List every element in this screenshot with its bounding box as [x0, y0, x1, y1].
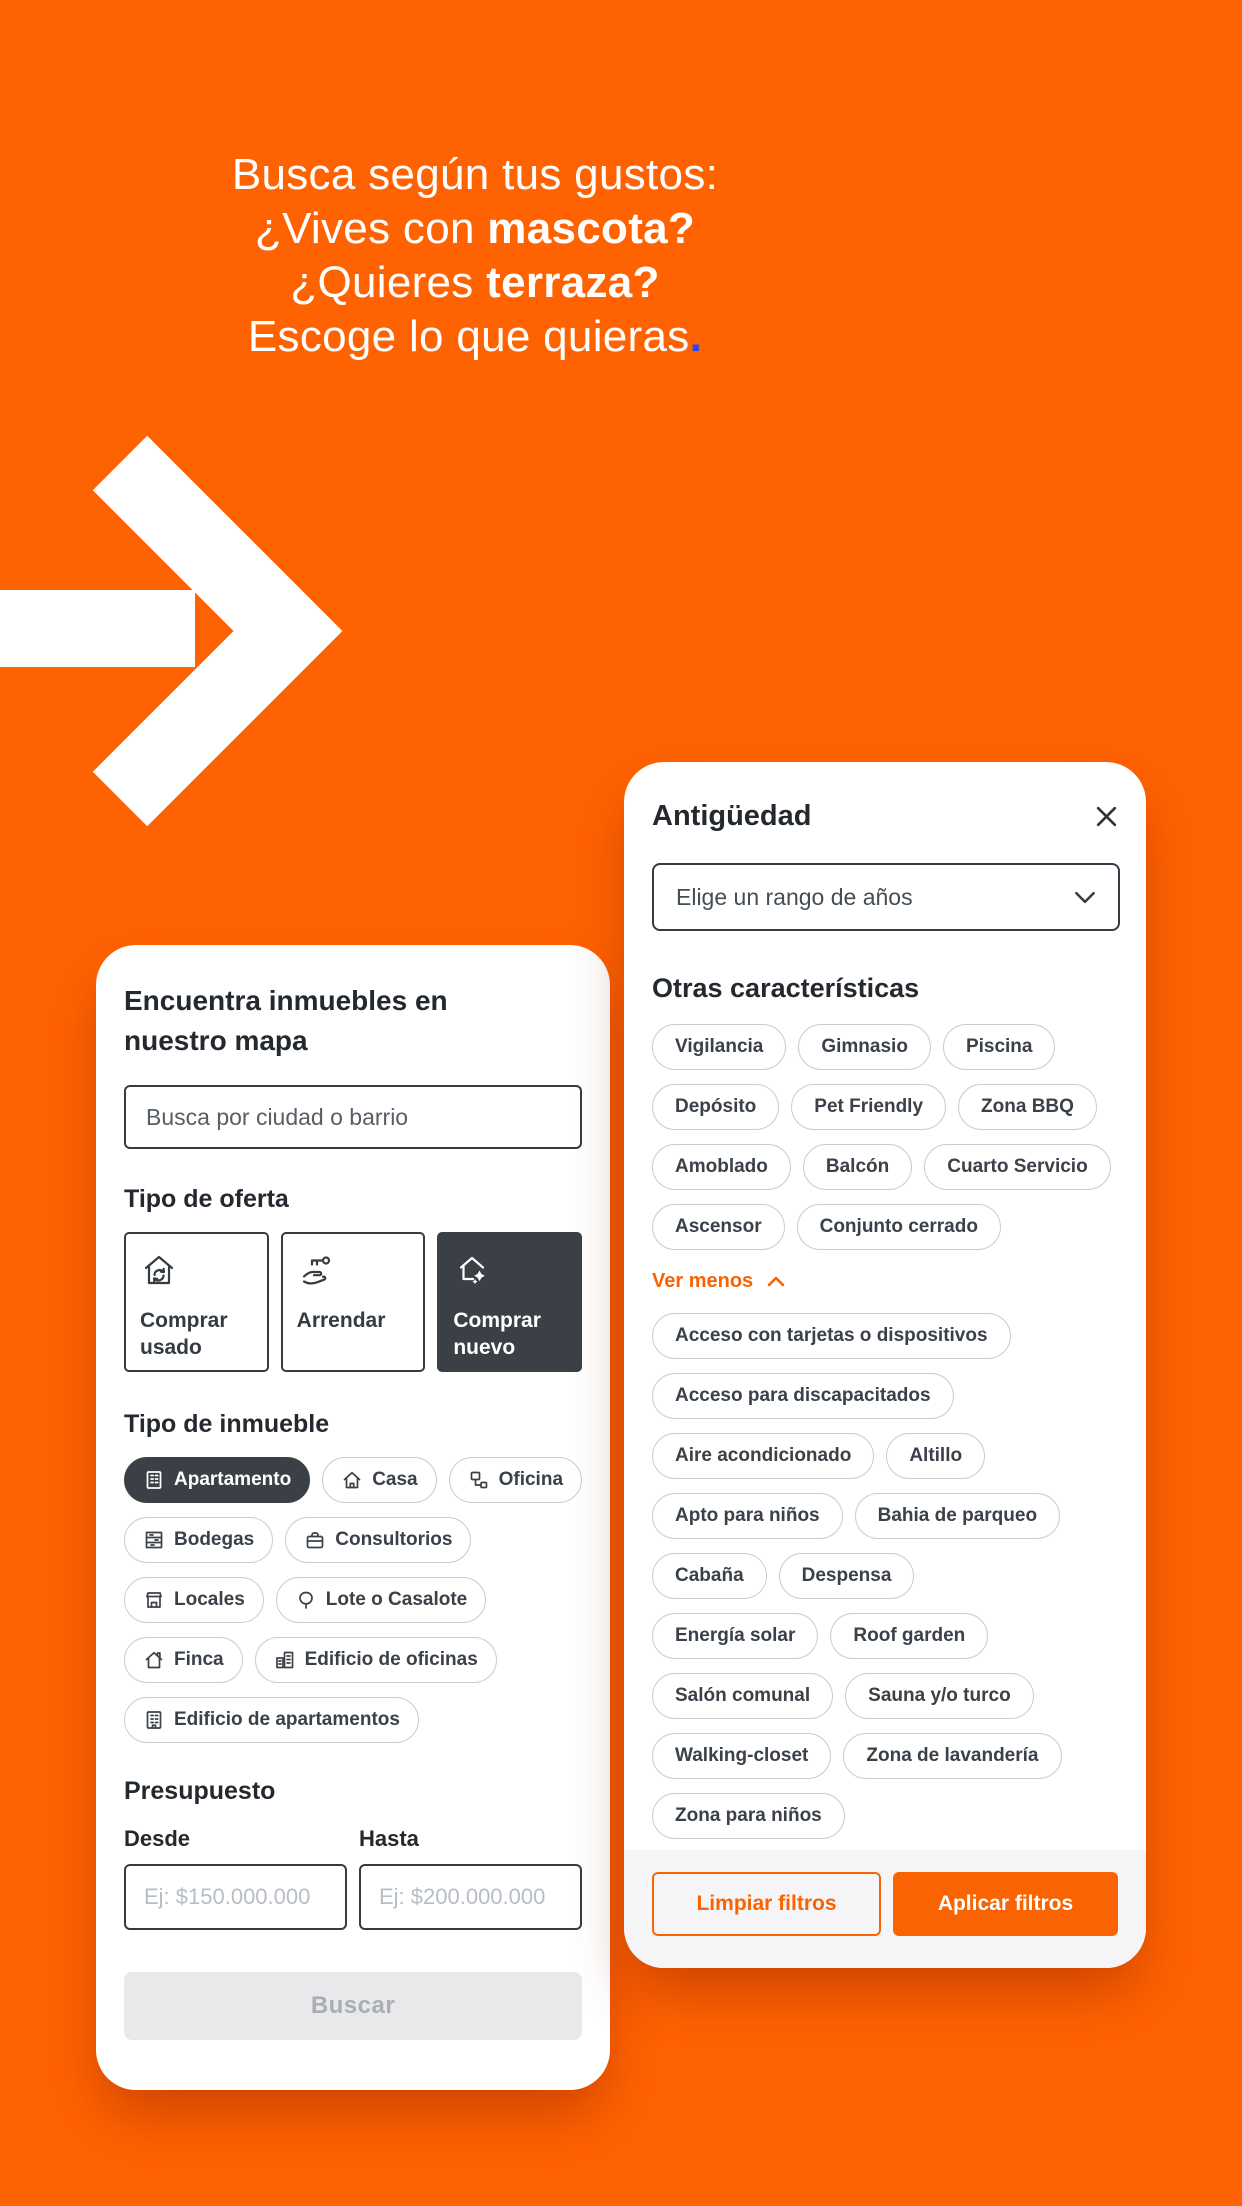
- budget-to-input[interactable]: [359, 1864, 582, 1930]
- feature-chip-row: [652, 1493, 1120, 1539]
- offer-option-comprar-usado[interactable]: [124, 1232, 269, 1372]
- hand-key-icon: [297, 1252, 335, 1290]
- chevron-down-icon: [1074, 891, 1096, 904]
- hero-line-1: Busca según tus gustos:: [231, 150, 719, 199]
- hero-line-4: [0, 310, 950, 364]
- filters-footer: [624, 1850, 1146, 1968]
- feature-chip-row: [652, 1673, 1120, 1719]
- budget-from-label: Desde: [124, 1826, 191, 1851]
- property-chip-edificio-de-oficinas[interactable]: [255, 1637, 497, 1683]
- feature-chip-sauna-turco[interactable]: Sauna y/o turco: [845, 1673, 1034, 1719]
- filters-header: [652, 800, 1120, 833]
- age-range-select-value: Elige un rango de años: [676, 883, 913, 910]
- farmhouse-icon: [143, 1649, 165, 1671]
- apply-filters-button[interactable]: Aplicar filtros: [893, 1872, 1118, 1936]
- property-type-chips: [124, 1457, 582, 1743]
- feature-chip-piscina[interactable]: Piscina: [943, 1024, 1056, 1070]
- feature-chip-row: [652, 1733, 1120, 1779]
- briefcase-icon: [304, 1529, 326, 1551]
- feature-chip-row: [652, 1024, 1120, 1070]
- chip-label: Locales: [174, 1589, 245, 1610]
- offer-option-label: Comprar usado: [140, 1309, 228, 1359]
- chip-label: Bodegas: [174, 1529, 255, 1550]
- offer-option-comprar-nuevo[interactable]: [437, 1232, 582, 1372]
- filters-title: Antigüedad: [652, 800, 812, 832]
- property-chip-row: [124, 1517, 582, 1563]
- house-sparkle-icon: [453, 1252, 491, 1290]
- budget-to-col: [359, 1826, 582, 1930]
- feature-chip-altillo[interactable]: Altillo: [886, 1433, 985, 1479]
- property-chip-row: [124, 1697, 582, 1743]
- feature-chip-aire-acondicionado[interactable]: Aire acondicionado: [652, 1433, 874, 1479]
- property-chip-row: [124, 1577, 582, 1623]
- hero-text: [0, 148, 950, 364]
- ver-menos-toggle[interactable]: [652, 1270, 1120, 1293]
- feature-chip-ascensor[interactable]: Ascensor: [652, 1204, 785, 1250]
- chevron-up-icon: [767, 1276, 785, 1287]
- chip-label: Oficina: [498, 1469, 564, 1490]
- feature-chip-pet-friendly[interactable]: Pet Friendly: [791, 1084, 946, 1130]
- offer-option-label: Arrendar: [296, 1309, 386, 1332]
- house-refresh-icon: [140, 1252, 178, 1290]
- apartment-building-icon: [143, 1709, 165, 1731]
- feature-chip-zona-para-ninos[interactable]: Zona para niños: [652, 1793, 845, 1839]
- feature-chip-zona-de-lavanderia[interactable]: Zona de lavandería: [843, 1733, 1061, 1779]
- feature-chip-row: [652, 1084, 1120, 1130]
- feature-chip-row: [652, 1433, 1120, 1479]
- feature-chip-deposito[interactable]: Depósito: [652, 1084, 779, 1130]
- chip-label: Consultorios: [335, 1529, 453, 1550]
- feature-chip-row: [652, 1613, 1120, 1659]
- filters-card: [624, 762, 1146, 1968]
- feature-chip-gimnasio[interactable]: Gimnasio: [798, 1024, 931, 1070]
- feature-chip-walking-closet[interactable]: Walking-closet: [652, 1733, 831, 1779]
- right-arrow-icon: [0, 418, 350, 853]
- hero-line-2: [0, 202, 950, 256]
- budget-fields: [124, 1826, 582, 1930]
- map-card-title: Encuentra inmuebles en nuestro mapa: [124, 985, 448, 1056]
- hero-line-3-bold: terraza?: [486, 258, 660, 307]
- feature-chip-despensa[interactable]: Despensa: [779, 1553, 915, 1599]
- chip-label: Casa: [372, 1469, 418, 1490]
- close-icon: [1093, 803, 1120, 830]
- property-chip-edificio-de-apartamentos[interactable]: [124, 1697, 419, 1743]
- chip-label: Edificio de apartamentos: [174, 1709, 400, 1730]
- ver-menos-label: Ver menos: [652, 1270, 754, 1292]
- feature-chip-row: [652, 1204, 1120, 1250]
- map-search-card: [96, 945, 610, 2090]
- feature-chip-acceso-tarjetas[interactable]: Acceso con tarjetas o dispositivos: [652, 1313, 1011, 1359]
- tree-icon: [295, 1589, 317, 1611]
- apartment-icon: [143, 1469, 165, 1491]
- offer-type-title: Tipo de oferta: [124, 1185, 289, 1213]
- feature-chip-balcon[interactable]: Balcón: [803, 1144, 912, 1190]
- hero-line-4-regular: Escoge lo que quieras: [247, 312, 690, 361]
- feature-chip-energia-solar[interactable]: Energía solar: [652, 1613, 818, 1659]
- property-chip-bodegas[interactable]: [124, 1517, 273, 1563]
- hero-line-2-regular: ¿Vives con: [254, 204, 488, 253]
- storefront-icon: [143, 1589, 165, 1611]
- warehouse-icon: [143, 1529, 165, 1551]
- chip-label: Lote o Casalote: [325, 1589, 468, 1610]
- property-chip-apartamento[interactable]: [124, 1457, 310, 1503]
- feature-chip-zona-bbq[interactable]: Zona BBQ: [958, 1084, 1097, 1130]
- property-chip-casa[interactable]: [322, 1457, 436, 1503]
- budget-from-col: [124, 1826, 347, 1930]
- budget-to-label: Hasta: [359, 1826, 419, 1851]
- property-chip-lote-o-casalote[interactable]: [276, 1577, 486, 1623]
- budget-from-input[interactable]: [124, 1864, 347, 1930]
- search-button[interactable]: Buscar: [124, 1972, 582, 2040]
- feature-chip-row: [652, 1373, 1120, 1419]
- chip-label: Apartamento: [174, 1469, 292, 1490]
- feature-chip-cabana[interactable]: Cabaña: [652, 1553, 767, 1599]
- offer-option-label: Comprar nuevo: [453, 1309, 541, 1359]
- feature-chip-acceso-discapacitados[interactable]: Acceso para discapacitados: [652, 1373, 954, 1419]
- sitemap-icon: [468, 1469, 490, 1491]
- feature-chip-cuarto-servicio[interactable]: Cuarto Servicio: [924, 1144, 1110, 1190]
- property-chip-locales[interactable]: [124, 1577, 264, 1623]
- chip-label: Edificio de oficinas: [304, 1649, 478, 1670]
- property-chip-consultorios[interactable]: [285, 1517, 471, 1563]
- property-chip-row: [124, 1637, 582, 1683]
- feature-chip-roof-garden[interactable]: Roof garden: [830, 1613, 988, 1659]
- property-chip-oficina[interactable]: [449, 1457, 582, 1503]
- property-chip-row: [124, 1457, 582, 1503]
- feature-chip-apto-para-ninos[interactable]: Apto para niños: [652, 1493, 843, 1539]
- feature-chip-row: [652, 1144, 1120, 1190]
- hero-line-3: [0, 256, 950, 310]
- close-button[interactable]: [1093, 803, 1120, 830]
- city-search-input[interactable]: [124, 1085, 582, 1149]
- budget-title: Presupuesto: [124, 1777, 276, 1805]
- feature-chip-vigilancia[interactable]: Vigilancia: [652, 1024, 786, 1070]
- feature-chip-salon-comunal[interactable]: Salón comunal: [652, 1673, 833, 1719]
- feature-chip-row: [652, 1553, 1120, 1599]
- age-range-select[interactable]: [652, 863, 1120, 931]
- feature-chip-bahia-de-parqueo[interactable]: Bahia de parqueo: [855, 1493, 1060, 1539]
- other-features-title: Otras características: [652, 973, 920, 1003]
- offer-type-options: [124, 1232, 582, 1372]
- hero-line-3-regular: ¿Quieres: [290, 258, 487, 307]
- hero-line-2-bold: mascota?: [487, 204, 696, 253]
- property-chip-finca[interactable]: [124, 1637, 243, 1683]
- office-buildings-icon: [274, 1649, 296, 1671]
- more-feature-chips: [652, 1313, 1120, 1839]
- feature-chip-amoblado[interactable]: Amoblado: [652, 1144, 791, 1190]
- feature-chip-row: [652, 1793, 1120, 1839]
- property-type-title: Tipo de inmueble: [124, 1410, 330, 1438]
- feature-chips: [652, 1024, 1120, 1250]
- feature-chip-conjunto-cerrado[interactable]: Conjunto cerrado: [797, 1204, 1001, 1250]
- house-icon: [341, 1469, 363, 1491]
- chip-label: Finca: [174, 1649, 224, 1670]
- hero-line-4-period: .: [689, 312, 703, 361]
- feature-chip-row: [652, 1313, 1120, 1359]
- clear-filters-button[interactable]: Limpiar filtros: [652, 1872, 881, 1936]
- offer-option-arrendar[interactable]: [281, 1232, 426, 1372]
